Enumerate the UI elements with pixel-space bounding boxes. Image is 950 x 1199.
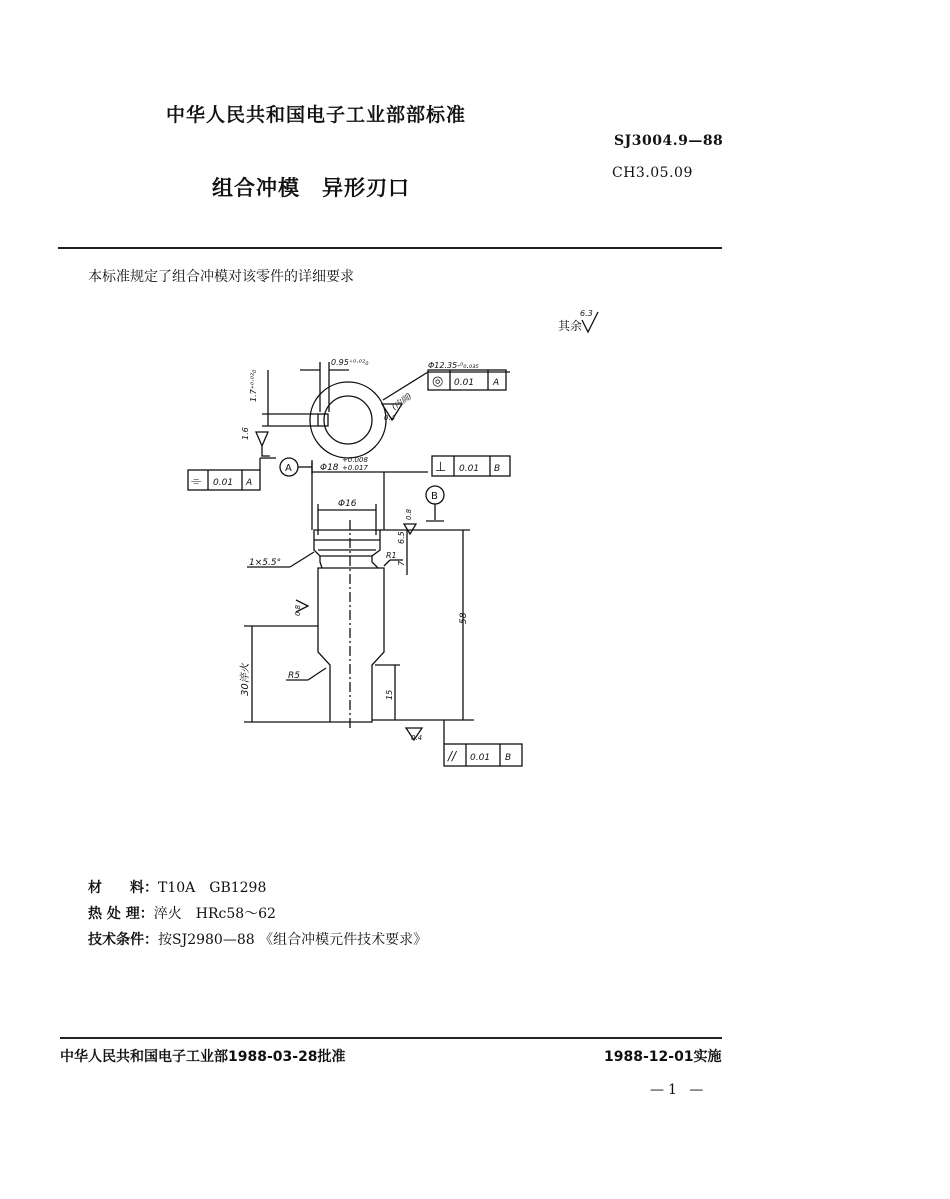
dim-58: 58 (459, 612, 469, 624)
svg-text:R1: R1 (386, 551, 397, 560)
svg-text:B: B (431, 491, 438, 502)
dim-slot-width: 0.95⁺⁰·⁰²₀ (331, 358, 369, 367)
dim-r5: R5 (288, 671, 300, 681)
svg-text:7: 7 (397, 560, 406, 566)
standard-number: SJ3004.9—88 (614, 133, 724, 149)
svg-text://: // (448, 749, 457, 763)
spec-technical-conditions (88, 929, 427, 949)
slot-shape (318, 414, 328, 426)
svg-text:◎: ◎ (432, 374, 444, 389)
organization-title: 中华人民共和国电子工业部部标准 (166, 104, 467, 126)
svg-text:+0.008: +0.008 (342, 456, 368, 464)
svg-text:+0.017: +0.017 (342, 464, 368, 472)
svg-text:0.01: 0.01 (454, 378, 475, 388)
approval-line: 中华人民共和国电子工业部1988-03-28批准 (60, 1049, 346, 1065)
spec-tech-value: 按SJ2980—88 《组合冲模元件技术要求》 (158, 932, 428, 948)
spec-material-label: 材 料： (88, 880, 158, 896)
rough-slot: 1.6 (241, 427, 250, 440)
svg-text:0.01: 0.01 (459, 464, 480, 474)
rest-roughness-label: 其余 (558, 319, 583, 333)
dim-slot-height: 1.7⁺⁰·⁰²₀ (249, 369, 258, 402)
rest-roughness-value: 6.3 (580, 309, 593, 318)
svg-text:B: B (494, 464, 501, 474)
dim-dia16: Φ16 (338, 499, 357, 509)
svg-text:0.8: 0.8 (405, 508, 413, 520)
svg-text:A: A (246, 478, 253, 488)
svg-text:⊥: ⊥ (435, 460, 447, 475)
dim-30: 30淬火 (240, 663, 251, 696)
part-outline (314, 530, 384, 722)
ring-inner (324, 396, 372, 444)
effective-date: 1988-12-01实施 (604, 1049, 722, 1065)
dim-dia18: Φ18 (320, 463, 339, 473)
svg-text:0.8: 0.8 (294, 604, 302, 616)
svg-text:0.01: 0.01 (213, 478, 234, 488)
spec-material (88, 877, 266, 897)
spec-heat-treatment (88, 903, 276, 923)
footer-divider (60, 1037, 722, 1039)
page-number: —1 — (650, 1082, 708, 1098)
svg-text:6.5: 6.5 (397, 531, 406, 544)
svg-text:A: A (493, 378, 500, 388)
slot-roughness-icon (256, 432, 270, 456)
svg-text:0.4: 0.4 (384, 414, 396, 422)
svg-text:0.4: 0.4 (411, 734, 423, 742)
document-title: 组合冲模 异形刃口 (212, 176, 410, 200)
spec-tech-label: 技术条件： (88, 932, 158, 948)
svg-text:15: 15 (385, 689, 394, 700)
svg-text:⌯: ⌯ (191, 474, 202, 489)
spec-material-value: T10A GB1298 (158, 880, 267, 896)
svg-text:B: B (505, 753, 512, 763)
ring-outer (310, 382, 386, 458)
intro-text: 本标准规定了组合冲模对该零件的详细要求 (88, 269, 354, 285)
spec-heat-value: 淬火 HRc58～62 (153, 906, 276, 922)
dim-chamfer: 1×5.5° (249, 558, 282, 568)
svg-text:0.01: 0.01 (470, 753, 491, 763)
spec-heat-label: 热 处 理： (88, 906, 154, 922)
category-code: CH3.05.09 (612, 165, 693, 181)
dim-outer-dia: Φ12.35-⁰₀.₀₃₅ (428, 361, 479, 370)
svg-text:(内圆): (内圆) (389, 391, 414, 412)
svg-text:A: A (285, 463, 292, 474)
